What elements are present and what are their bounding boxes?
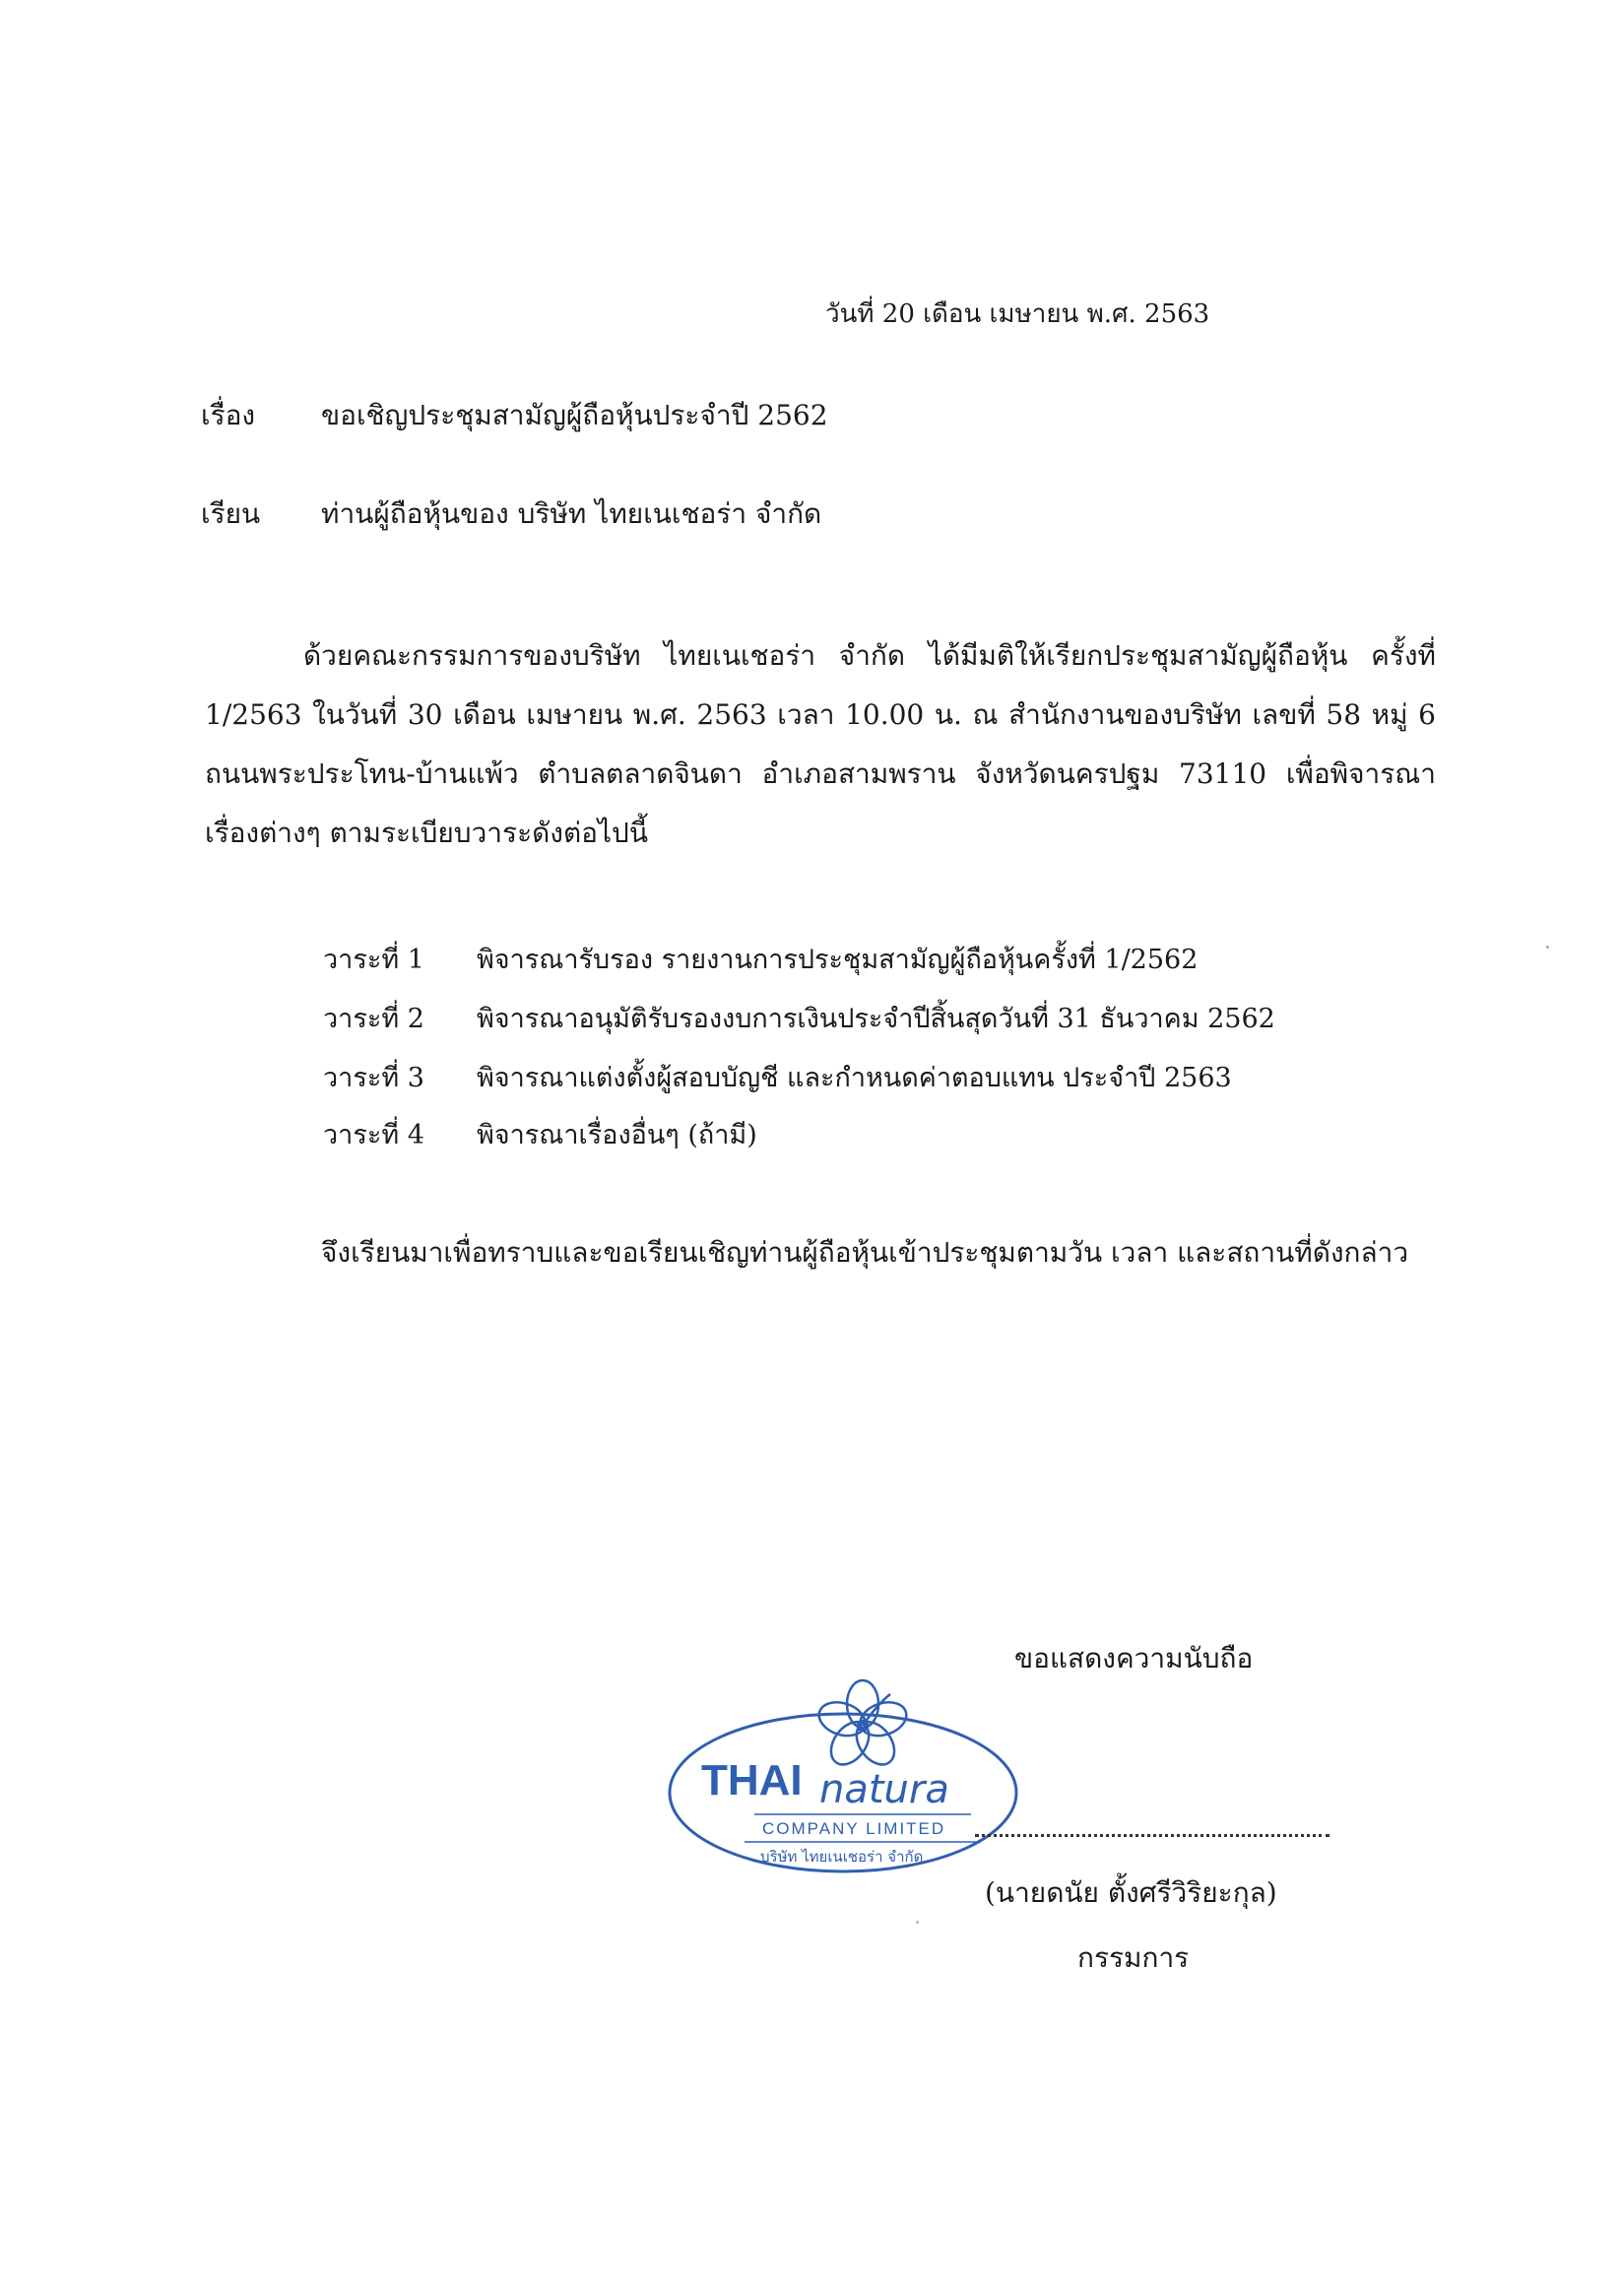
body-paragraph: ด้วยคณะกรรมการของบริษัท ไทยเนเชอร่า จำกัด ได้มีมติให้เรียกประชุมสามัญผู้ถือหุ้น ครั้งที่ 1/2563 ในวันที่ 30 เดือน เมษายน พ.ศ. 2563 เวลา 10.00 น. ณ สำนักงานของบริษัท เลขที่ 58 หมู่ 6 ถนนพระประโทน-บ้านแพ้ว ตำบลตลาดจินดา อำเภอสามพราน จังหวัดนครปฐม 73110 เพื่อพิจารณาเรื่องต่างๆ ตามระเบียบวาระดังต่อไปนี้: [205, 639, 1436, 849]
signature-line: [975, 1834, 1329, 1837]
subject-label: เรื่อง: [201, 399, 256, 431]
agenda-text: พิจารณาเรื่องอื่นๆ (ถ้ามี): [477, 1120, 757, 1150]
hibiscus-flower-icon: [814, 1680, 910, 1772]
agenda-text: พิจารณาแต่งตั้งผู้สอบบัญชี และกำหนดค่าตอบแทน ประจำปี 2563: [477, 1063, 1232, 1093]
closing-paragraph: จึงเรียนมาเพื่อทราบและขอเรียนเชิญท่านผู้ถือหุ้นเข้าประชุมตามวัน เวลา และสถานที่ดังกล่าว: [321, 1236, 1409, 1269]
regards-text: ขอแสดงความนับถือ: [1014, 1642, 1254, 1674]
stamp-subtitle: COMPANY LIMITED: [762, 1819, 946, 1838]
agenda-text: พิจารณารับรอง รายงานการประชุมสามัญผู้ถือหุ้นครั้งที่ 1/2562: [477, 945, 1199, 975]
company-stamp: [666, 1665, 1060, 1901]
agenda-number: วาระที่ 4: [323, 1120, 424, 1150]
agenda-text: พิจารณาอนุมัติรับรองงบการเงินประจำปีสิ้นสุดวันที่ 31 ธันวาคม 2562: [477, 1004, 1275, 1034]
agenda-number: วาระที่ 2: [323, 1004, 424, 1034]
scan-speck: [1546, 946, 1549, 949]
agenda-item: [323, 938, 1198, 980]
document-date: วันที่ 20 เดือน เมษายน พ.ศ. 2563: [825, 299, 1210, 329]
agenda-item: [323, 1113, 757, 1155]
stamp-brand-bold: THAI: [701, 1756, 803, 1804]
agenda-number: วาระที่ 3: [323, 1063, 424, 1093]
signer-name: (นายดนัย ตั้งศรีวิริยะกุล): [985, 1876, 1277, 1909]
signer-title: กรรมการ: [1077, 1941, 1190, 1974]
agenda-item: [323, 1056, 1232, 1098]
stamp-thai-name: บริษัท ไทยเนเชอร่า จำกัด: [760, 1848, 924, 1866]
stamp-brand-script: natura: [819, 1767, 949, 1812]
subject-value: ขอเชิญประชุมสามัญผู้ถือหุ้นประจำปี 2562: [321, 399, 828, 431]
agenda-number: วาระที่ 1: [323, 945, 424, 975]
agenda-item: [323, 997, 1275, 1039]
recipient-value: ท่านผู้ถือหุ้นของ บริษัท ไทยเนเชอร่า จำกัด: [321, 497, 822, 530]
recipient-label: เรียน: [201, 497, 261, 530]
scan-speck: [916, 1921, 919, 1924]
